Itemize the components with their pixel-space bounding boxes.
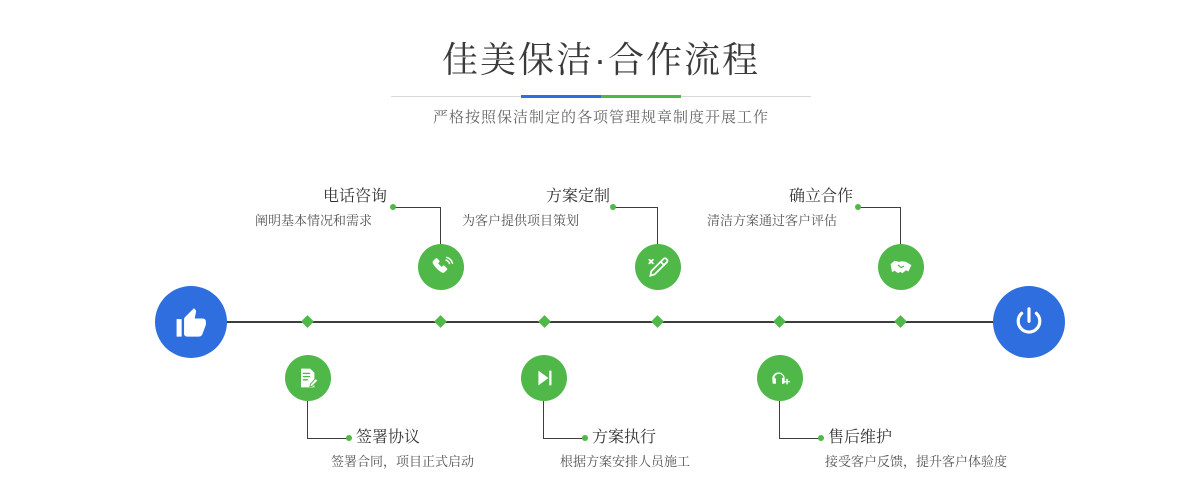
divider-blue-segment [521,95,601,98]
step-label-6: 售后维护 接受客户反馈，提升客户体验度 [825,429,1008,469]
step-icon-2[interactable] [285,355,331,401]
step-icon-4[interactable] [521,355,567,401]
plan-pencil-icon [646,255,671,280]
axis-node-marker [773,315,786,328]
power-icon [1011,304,1047,340]
step-connector-dot-5 [855,204,861,210]
title-divider [0,95,1202,99]
step-connector-4-vertical [543,401,544,438]
phone-call-icon [429,255,454,280]
step-icon-1[interactable] [418,244,464,290]
step-connector-5-vertical [900,207,901,244]
page-title: 佳美保洁·合作流程 [442,39,760,80]
step-label-5: 确立合作 清洁方案通过客户评估 [707,188,853,228]
support-agent-icon [768,366,792,390]
step-connector-3-vertical [657,207,658,244]
step-label-4: 方案执行 根据方案安排人员施工 [560,429,691,469]
step-label-1: 电话咨询 阐明基本情况和需求 [255,188,387,228]
step-connector-dot-4 [582,435,588,441]
step-connector-6-vertical [779,401,780,438]
step-connector-4-horizontal [543,438,585,439]
divider-right-line [681,96,811,97]
step-icon-5[interactable] [878,244,924,290]
step-connector-dot-6 [818,435,824,441]
step-connector-1-vertical [440,207,441,244]
step-icon-6[interactable] [757,355,803,401]
step-icon-3[interactable] [635,244,681,290]
step-connector-2-horizontal [307,438,349,439]
divider-left-line [391,96,521,97]
axis-node-marker [538,315,551,328]
step-connector-1-horizontal [393,207,441,208]
page-subtitle: 严格按照保洁制定的各项管理规章制度开展工作 [432,109,769,126]
step-connector-5-horizontal [858,207,901,208]
step-connector-6-horizontal [779,438,821,439]
thumbs-up-icon [172,303,210,341]
step-connector-3-horizontal [613,207,658,208]
axis-node-marker [301,315,314,328]
step-connector-dot-1 [390,204,396,210]
axis-node-marker [434,315,447,328]
timeline-end-node[interactable] [993,286,1065,358]
timeline-start-node[interactable] [155,286,227,358]
step-label-3: 方案定制 为客户提供项目策划 [462,188,610,228]
step-label-2: 签署协议 签署合同，项目正式启动 [331,429,475,469]
step-connector-2-vertical [307,401,308,438]
step-connector-dot-3 [610,204,616,210]
document-edit-icon [296,366,320,390]
axis-node-marker [651,315,664,328]
play-forward-icon [532,366,556,390]
step-connector-dot-2 [346,435,352,441]
axis-node-marker [894,315,907,328]
divider-green-segment [601,95,681,98]
handshake-icon [888,254,914,280]
